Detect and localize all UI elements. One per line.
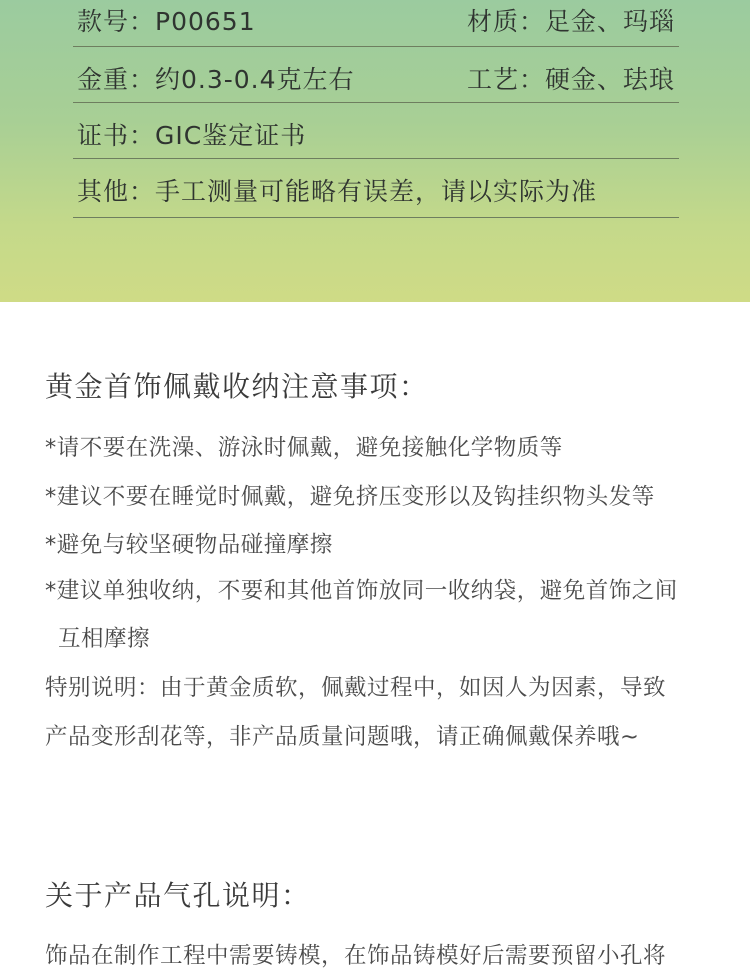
care-title: 黄金首饰佩戴收纳注意事项： <box>45 370 429 403</box>
certificate: 证书：GIC鉴定证书 <box>77 121 307 150</box>
spec-row-certificate <box>73 103 679 159</box>
pores-title: 关于产品气孔说明： <box>45 879 311 912</box>
care-line: *建议单独收纳，不要和其他首饰放同一收纳袋，避免首饰之间 <box>45 578 678 604</box>
care-line: *避免与较坚硬物品碰撞摩擦 <box>45 532 333 558</box>
material: 材质：足金、玛瑙 <box>466 7 675 36</box>
other-note: 其他：手工测量可能略有误差，请以实际为准 <box>77 177 598 206</box>
gold-weight: 金重：约0.3-0.4克左右 <box>77 65 355 94</box>
pores-line: 饰品在制作工程中需要铸模，在饰品铸模好后需要预留小孔将 <box>45 943 667 969</box>
spec-row-weight-craft <box>73 47 679 103</box>
special-note-line: 特别说明：由于黄金质软，佩戴过程中，如因人为因素，导致 <box>45 675 667 701</box>
spec-panel <box>0 0 750 302</box>
spec-row-other <box>73 159 679 218</box>
spec-row-style-material <box>73 0 679 47</box>
care-line: *建议不要在睡觉时佩戴，避免挤压变形以及钩挂织物头发等 <box>45 484 655 510</box>
craft: 工艺：硬金、珐琅 <box>466 65 675 94</box>
care-line: 互相摩擦 <box>58 626 151 652</box>
style-number: 款号：P00651 <box>77 7 256 36</box>
special-note-line: 产品变形刮花等，非产品质量问题哦，请正确佩戴保养哦~ <box>45 724 640 750</box>
care-line: *请不要在洗澡、游泳时佩戴，避免接触化学物质等 <box>45 435 563 461</box>
